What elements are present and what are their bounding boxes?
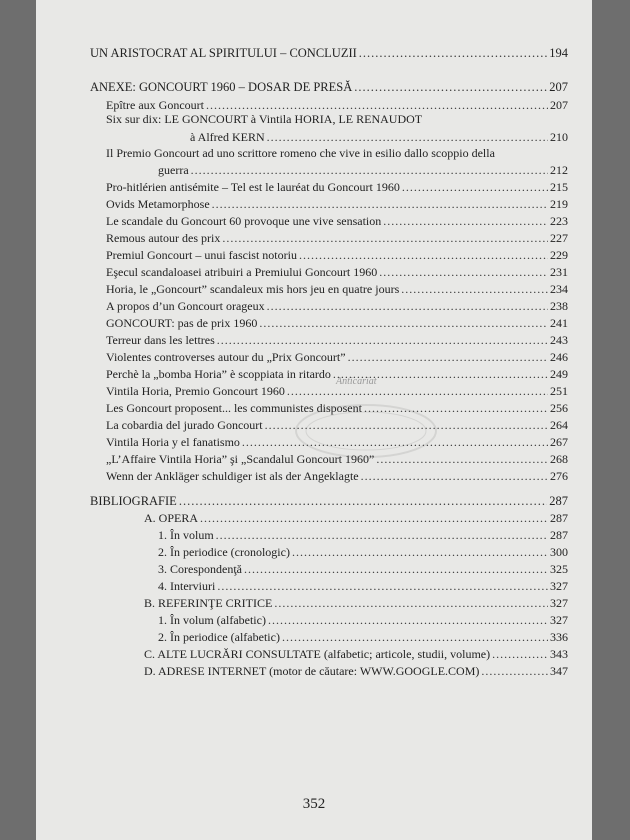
toc-section-bibliografie — [90, 494, 568, 509]
toc-entry: A propos d’un Goncourt orageux ..... 238 — [106, 299, 568, 314]
toc-bib-entry: B. REFERINŢE CRITICE ..... 327 — [144, 596, 568, 611]
toc-bib-entry: 1. În volum ..... 287 — [158, 528, 568, 543]
watermark-stamp-text: Anticariat — [336, 376, 377, 387]
toc-entry: GONCOURT: pas de prix 1960 ..... 241 — [106, 316, 568, 331]
toc-entry-line: Six sur dix: LE GONCOURT à Vintila HORIA, LE RENAUDOT — [106, 112, 423, 126]
toc-page: 287 — [549, 494, 568, 508]
toc-entry: Terreur dans les lettres ..... 243 — [106, 333, 568, 348]
toc-bib-entry: 4. Interviuri ..... 327 — [158, 579, 568, 594]
toc-entry-line: Il Premio Goncourt ad uno scrittore romeno che vive in esilio dallo scoppio della — [106, 146, 495, 160]
toc-section-anexe — [90, 80, 568, 95]
toc-entry: Le scandale du Goncourt 60 provoque une vive sensation ..... 223 — [106, 214, 568, 229]
toc-entry: guerra ..... 212 — [158, 163, 568, 178]
toc-entry: La cobardia del jurado Goncourt ..... 264 — [106, 418, 568, 433]
toc-entry: Vintila Horia, Premio Goncourt 1960 ..... 251 — [106, 384, 568, 399]
toc-entry: Premiul Goncourt – unui fascist notoriu ..... 229 — [106, 248, 568, 263]
toc-page: 207 — [549, 80, 568, 94]
toc-label: ANEXE: GONCOURT 1960 – DOSAR DE PRESĂ — [90, 80, 353, 94]
book-page — [36, 0, 592, 840]
dot-leader — [179, 494, 547, 509]
dot-leader — [359, 46, 547, 61]
toc-entry: Epître aux Goncourt ..... 207 — [106, 98, 568, 113]
toc-entry: à Alfred KERN ..... 210 — [190, 130, 568, 145]
toc-entry: Horia, le „Goncourt” scandaleux mis hors jeu en quatre jours ..... 234 — [106, 282, 568, 297]
dot-leader — [354, 80, 547, 95]
toc-bib-entry: 2. În periodice (alfabetic) ..... 336 — [158, 630, 568, 645]
toc-entry: Ovids Metamorphose ..... 219 — [106, 197, 568, 212]
toc-label: BIBLIOGRAFIE — [90, 494, 177, 508]
toc-bib-entry: 1. În volum (alfabetic) ..... 327 — [158, 613, 568, 628]
toc-entry: Les Goncourt proposent... les communistes disposent ..... 256 — [106, 401, 568, 416]
toc-section-concluzii — [90, 46, 568, 61]
toc-bib-entry: C. ALTE LUCRĂRI CONSULTATE (alfabetic; articole, studii, volume) ..... 343 — [144, 647, 568, 662]
toc-entry: Remous autour des prix ..... 227 — [106, 231, 568, 246]
toc-bib-entry: 3. Corespondenţă ..... 325 — [158, 562, 568, 577]
toc-bib-entry: D. ADRESE INTERNET (motor de căutare: WWW.GOOGLE.COM) ..... 347 — [144, 664, 568, 679]
toc-entry: Perchè la „bomba Horia” è scoppiata in ritardo ..... 249 — [106, 367, 568, 382]
toc-entry: Violentes controverses autour du „Prix Goncourt” ..... 246 — [106, 350, 568, 365]
toc-bib-entry: A. OPERA ..... 287 — [144, 511, 568, 526]
page-number: 352 — [302, 796, 326, 812]
toc-entry: Wenn der Ankläger schuldiger ist als der Angeklagte ..... 276 — [106, 469, 568, 484]
toc-label: UN ARISTOCRAT AL SPIRITULUI – CONCLUZII — [90, 46, 357, 60]
toc-entry: Pro-hitlérien antisémite – Tel est le lauréat du Goncourt 1960 ..... 215 — [106, 180, 568, 195]
toc-page: 194 — [549, 46, 568, 60]
toc-entry: „L’Affaire Vintila Horia” şi „Scandalul Goncourt 1960” ..... 268 — [106, 452, 568, 467]
toc-bib-entry: 2. În periodice (cronologic) ..... 300 — [158, 545, 568, 560]
toc-entry: Eşecul scandaloasei atribuiri a Premiului Goncourt 1960 ..... 231 — [106, 265, 568, 280]
toc-entry: Vintila Horia y el fanatismo ..... 267 — [106, 435, 568, 450]
